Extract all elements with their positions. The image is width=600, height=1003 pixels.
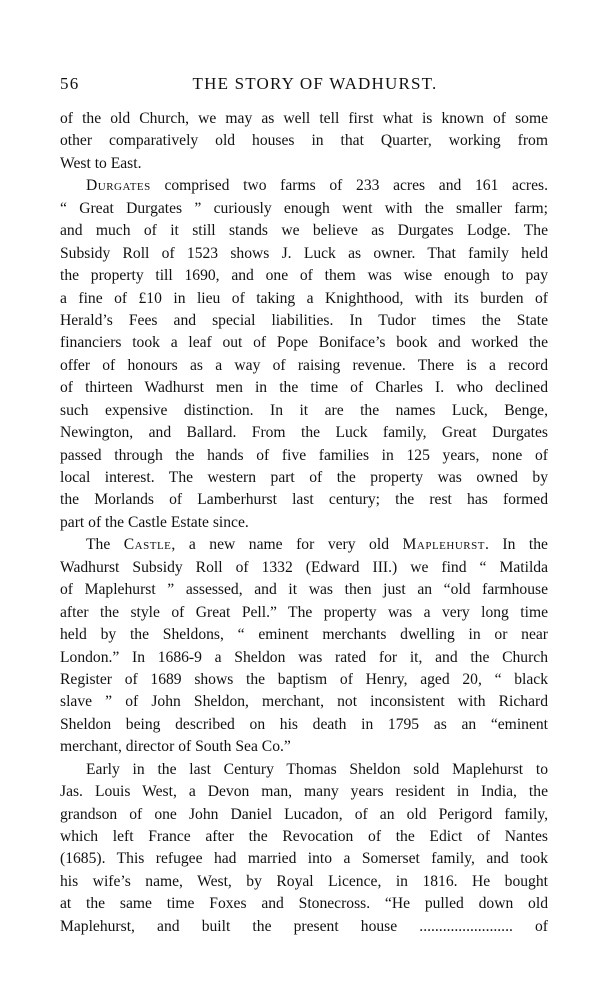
paragraph-1 (60, 108, 548, 175)
text-line: which left France after the Revocation of the Edict of Nantes (60, 828, 548, 845)
text-line: Register of 1689 shows the baptism of Henry, aged 20, “ black (60, 670, 548, 688)
text-line: such expensive distinction. In it are the names Luck, Benge, (60, 401, 548, 419)
text-line: merchant, director of South Sea Co.” (60, 738, 291, 756)
page-title: THE STORY OF WADHURST. (192, 74, 438, 93)
paragraph-castle (60, 534, 548, 758)
text-line: Subsidy Roll of 1523 shows J. Luck as owner. That family held (60, 244, 548, 262)
text-line: offer of honours as a way of raising revenue. There is a record (60, 356, 548, 374)
text-line: his wife’s name, West, by Royal Licence, in 1816. He bought (60, 872, 548, 890)
text-fragment: The (86, 536, 124, 554)
text-line: part of the Castle Estate since. (60, 513, 249, 531)
text-line (60, 534, 548, 556)
text-line: Wadhurst Subsidy Roll of 1332 (Edward III.) we find “ Matilda (60, 558, 548, 576)
text-line: slave ” of John Sheldon, merchant, not inconsistent with Richard (60, 693, 548, 711)
text-fragment: . In the (484, 536, 548, 554)
text-line: local interest. The western part of the property was owned by (60, 469, 548, 486)
body-text (60, 108, 548, 938)
text-line: after the style of Great Pell.” The property was a very long time (60, 603, 548, 621)
paragraph-maplehurst (60, 759, 548, 939)
running-head (60, 74, 548, 98)
text-line: financiers took a leaf out of Pope Boniface’s book and worked the (60, 334, 548, 352)
paragraph-durgates (60, 175, 548, 534)
text-fragment: comprised two farms of 233 acres and 161 acres. (150, 177, 548, 195)
text-line: of Maplehurst ” assessed, and it was then just an “old farmhouse (60, 581, 548, 599)
text-line: Jas. Louis West, a Devon man, many years resident in India, the (60, 783, 548, 801)
text-line: the property till 1690, and one of them was wise enough to pay (60, 267, 548, 285)
text-line: Maplehurst, and built the present house ........................ of (60, 917, 548, 935)
text-line: (1685). This refugee had married into a Somerset family, and took (60, 850, 548, 868)
text-line: the Morlands of Lamberhurst last century; the rest has formed (60, 491, 548, 509)
text-line: a fine of £10 in lieu of taking a Knighthood, with its burden of (60, 289, 548, 307)
text-line: West to East. (60, 154, 142, 172)
text-line: Herald’s Fees and special liabilities. In Tudor times the State (60, 311, 548, 329)
small-caps-heading: Durgates (86, 177, 151, 195)
text-line: at the same time Foxes and Stonecross. “He pulled down old (60, 895, 548, 913)
text-line: London.” In 1686-9 a Sheldon was rated for it, and the Church (60, 648, 548, 666)
text-line (60, 175, 548, 197)
text-line: “ Great Durgates ” curiously enough went with the smaller farm; (60, 199, 548, 217)
small-caps-heading: Maplehurst (402, 536, 485, 554)
text-line: held by the Sheldons, “ eminent merchants dwelling in or near (60, 626, 548, 644)
page-number: 56 (60, 74, 80, 93)
text-line: Newington, and Ballard. From the Luck family, Great Durgates (60, 424, 548, 442)
text-line: Sheldon being described on his death in 1795 as an “eminent (60, 715, 548, 733)
small-caps-heading: Castle (123, 536, 172, 554)
text-fragment: , a new name for very old (171, 536, 403, 554)
text-line: grandson of one John Daniel Lucadon, of an old Perigord family, (60, 805, 548, 823)
text-line: of thirteen Wadhurst men in the time of Charles I. who declined (60, 379, 548, 397)
text-line: passed through the hands of five families in 125 years, none of (60, 446, 548, 464)
text-line: other comparatively old houses in that Quarter, working from (60, 132, 548, 150)
text-line: and much of it still stands we believe as Durgates Lodge. The (60, 222, 548, 240)
text-line: of the old Church, we may as well tell first what is known of some (60, 110, 548, 127)
text-line: Early in the last Century Thomas Sheldon sold Maplehurst to (86, 760, 548, 778)
